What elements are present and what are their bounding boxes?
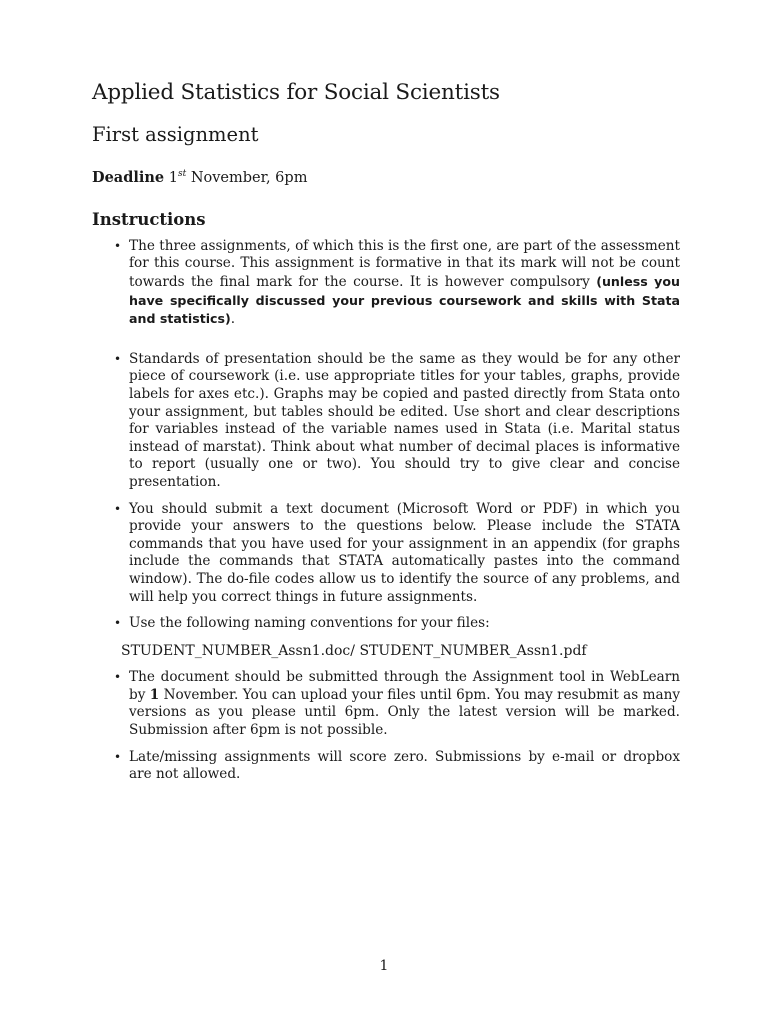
document-page <box>92 78 680 793</box>
bullet-icon: • <box>114 238 122 253</box>
bullet-icon: • <box>114 501 122 516</box>
bullet-icon: • <box>114 670 122 685</box>
instructions-list <box>92 238 680 784</box>
bullet-icon: • <box>114 351 122 366</box>
bullet-text: The document should be submitted through the Assignment tool in WebLearn by <box>129 669 680 703</box>
instructions-heading: Instructions <box>92 209 206 229</box>
bullet-icon: • <box>114 749 122 764</box>
bullet-text-end: November. You can upload your files until 6pm. You may resubmit as many versions as you please until 6pm. Only the latest version will be marked. Submission after 6pm is not possible. <box>129 686 681 739</box>
document-title: Applied Statistics for Social Scientists <box>92 80 500 105</box>
bullet-icon: • <box>114 616 122 631</box>
list-item <box>92 501 680 607</box>
bullet-text: Use the following naming conventions for your files: <box>129 615 490 632</box>
list-item <box>92 749 680 784</box>
list-item <box>92 238 680 329</box>
bullet-emphasis: 1 <box>149 686 160 703</box>
deadline-label: Deadline <box>92 168 165 186</box>
bullet-text-end: . <box>230 311 236 328</box>
list-item <box>92 669 680 739</box>
deadline-day-suffix: st <box>177 169 187 179</box>
bullet-text: Standards of presentation should be the same as they would be for any other piece of coursework (i.e. use appropriate titles for your tables, graphs, provide labels for axes etc.). Graphs may be copied and pasted directly from Stata onto your assignment, but tables should be edited. Use short and clear descriptions for variables instead of the variable names used in Stata (i.e. Marital status instead of marstat). Think about what number of decimal places is informative to report (usually one or two). You should try to give clear and concise presentation. <box>129 350 680 490</box>
bullet-text: Late/missing assignments will score zero. Submissions by e-mail or dropbox are not allowed. <box>129 748 680 783</box>
list-item <box>92 351 680 492</box>
filename-convention: STUDENT_NUMBER_Assn1.doc/ STUDENT_NUMBER_Assn1.pdf <box>121 642 587 659</box>
bullet-text: The three assignments, of which this is the first one, are part of the assessment for this course. This assignment is formative in that its mark will not be count towards the final mark for the course. It is however compulsory <box>129 237 680 291</box>
document-subtitle: First assignment <box>92 123 259 146</box>
deadline-rest: November, 6pm <box>186 169 308 186</box>
bullet-emphasis: (unless you have specifically discussed your previous coursework and skills with Stata and statistics) <box>129 274 681 327</box>
deadline-day: 1 <box>168 169 178 186</box>
list-item <box>92 615 680 660</box>
page-number: 1 <box>379 958 389 974</box>
deadline-line <box>92 164 680 188</box>
bullet-text: You should submit a text document (Microsoft Word or PDF) in which you provide your answers to the questions below. Please include the STATA commands that you have used for your assignment in an appendix (for graphs include the commands that STATA automatically pastes into the command window). The do-file codes allow us to identify the source of any problems, and will help you correct things in future assignments. <box>129 500 680 605</box>
